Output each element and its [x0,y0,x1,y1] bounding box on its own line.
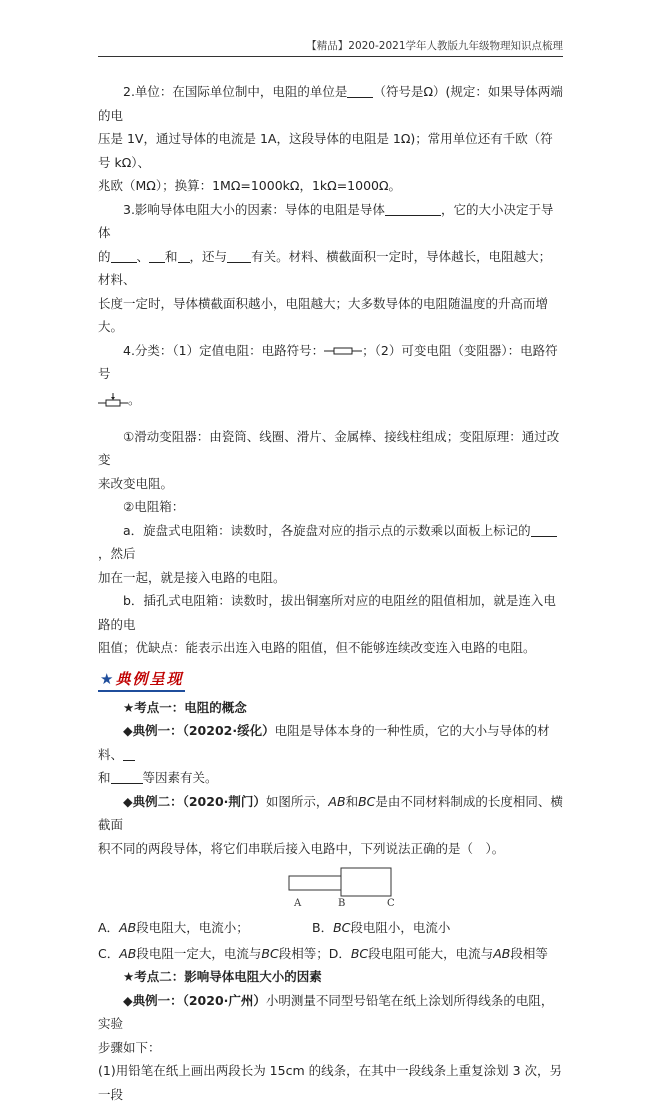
rheostat-line2: 来改变电阻。 [98,475,174,491]
star-icon: ★ [100,669,116,688]
classification-paragraph [98,339,563,386]
unit-text: 2.单位：在国际单位制中，电阻的单位是 [123,84,348,99]
text: 段相等； [278,945,329,961]
text: 和 [165,248,178,264]
kp2-example1-line2: 步骤如下： [98,1039,161,1055]
conductor-diagram [283,866,395,900]
text: 是由不同材料制成的长度相同、横截面 [98,793,563,832]
blank [149,249,165,263]
blank [123,747,135,761]
option-d [329,942,548,966]
label-a: A [294,898,302,909]
unit-text-line3: 兆欧（MΩ）；换算：1MΩ=1000kΩ，1kΩ=1000Ω。 [98,178,402,193]
kp1-example1 [98,719,563,766]
document-body [98,80,563,1106]
resistance-box-b-line2: 阻值；优缺点：能表示出连入电路的阻值，但不能够连续改变连入电路的电阻。 [98,640,536,655]
unit-text-line2: 压是 1V，通过导体的电流是 1A，这段导体的电阻是 1Ω)；常用单位还有千欧（符号 kΩ）、 [98,131,553,170]
text: 段电阻小，电流小 [350,920,451,935]
example-label: ◆典例二：（2020·荆门） [123,793,266,809]
text: BC [261,945,279,961]
fixed-resistor-symbol-icon [324,346,362,356]
example-label: ◆典例一：（2020·广州） [123,992,266,1008]
factors-line2 [98,245,563,292]
text: 等因素有关。 [142,770,218,785]
example-label: ◆典例一：（20202·绥化） [123,723,275,738]
blank [111,249,137,263]
factors-line3: 长度一定时，导体横截面积越小，电阻越大；大多数导体的电阻随温度的升高而增大。 [98,295,549,334]
text: a．旋盘式电阻箱：读数时，各旋盘对应的指示点的示数乘以面板上标记的 [123,522,531,538]
segment-bc: BC [358,793,376,809]
option-b [312,916,450,940]
text: B． [312,920,334,935]
kp1-example2 [98,790,563,837]
text: 如图所示， [265,793,329,809]
unit-paragraph [98,80,563,127]
text: A． [98,920,120,935]
text: 段电阻大，电流小； [136,920,249,935]
options-row-2 [98,942,563,966]
text: D． [328,945,351,961]
section-title [98,669,185,692]
text: 有关。材料、横截面积一定时，导体越长，电阻越大；材料、 [98,248,552,287]
resistance-box-b-line1: b．插孔式电阻箱：读数时，拔出铜塞所对应的电阻丝的阻值相加，就是连入电路的电 [98,593,556,632]
resistance-box-title: ②电阻箱： [123,499,185,514]
unit-text-cont: （符号是Ω）(规定：如果导体两端的电 [98,84,563,123]
rheostat-line1: ①滑动变阻器：由瓷筒、线圈、滑片、金属棒、接线柱组成；变阻原理：通过改变 [98,428,560,467]
text: AB [493,945,511,961]
blank [227,249,251,263]
text: ；（2）可变电阻（变阻器）：电路符号 [98,342,558,381]
text: 4.分类：（1）定值电阻：电路符号： [123,342,325,358]
text: AB [119,945,137,961]
kp2-example1 [98,989,563,1036]
conductor-figure [98,864,563,914]
text: BC [333,920,351,935]
blank [178,249,190,263]
kp1-title: ★考点一：电阻的概念 [123,699,247,715]
blank [111,770,143,784]
section-title-text: 典例呈现 [115,669,184,688]
text: 段电阻可能大，电流与 [368,945,494,961]
option-a [98,916,312,940]
kp1-example1-line2 [98,766,563,790]
text: 。 [128,391,141,407]
text: 电阻是导体本身的一种性质，它的大小与导体的材料、 [98,723,550,762]
label-c: C [387,898,395,909]
kp1-example2-line2: 积不同的两段导体，将它们串联后接入电路中，下列说法正确的是（ ）。 [98,840,505,856]
resistance-box-a [98,519,563,566]
text: ，然后 [98,546,136,561]
text: 和 [345,793,359,809]
text: 、 [136,248,150,264]
text: 和 [98,770,111,785]
segment-ab: AB [328,793,346,809]
options-row-1 [98,916,563,940]
blank [347,84,373,98]
text: AB [119,920,137,935]
blank [531,523,557,537]
resistance-box-a-line2: 加在一起，就是接入电路的电阻。 [98,569,286,585]
text: 小明测量不同型号铅笔在纸上涂划所得线条的电阻，实验 [98,992,554,1031]
label-b: B [338,898,346,909]
variable-resistor-symbol-icon [98,392,128,408]
page-header: 【精品】2020-2021学年人教版九年级物理知识点梳理 [98,38,563,57]
text: ，还与 [189,248,228,264]
text: 的 [98,248,111,264]
factors-paragraph [98,198,563,245]
text: C． [98,945,120,961]
factors-text-cont: ，它的大小决定于导体 [98,201,554,240]
kp2-step1: (1)用铅笔在纸上画出两段长为 15cm 的线条，在其中一段线条上重复涂划 3 次，另一段 [98,1063,563,1102]
text: 段相等 [510,945,548,961]
text: BC [350,945,369,961]
kp2-title: ★考点二：影响导体电阻大小的因素 [123,969,322,984]
blank [385,202,441,216]
classification-line2 [98,386,563,414]
option-c [98,942,329,966]
text: 段电阻一定大，电流与 [136,945,262,961]
factors-text: 3.影响导体电阻大小的因素：导体的电阻是导体 [123,201,385,217]
